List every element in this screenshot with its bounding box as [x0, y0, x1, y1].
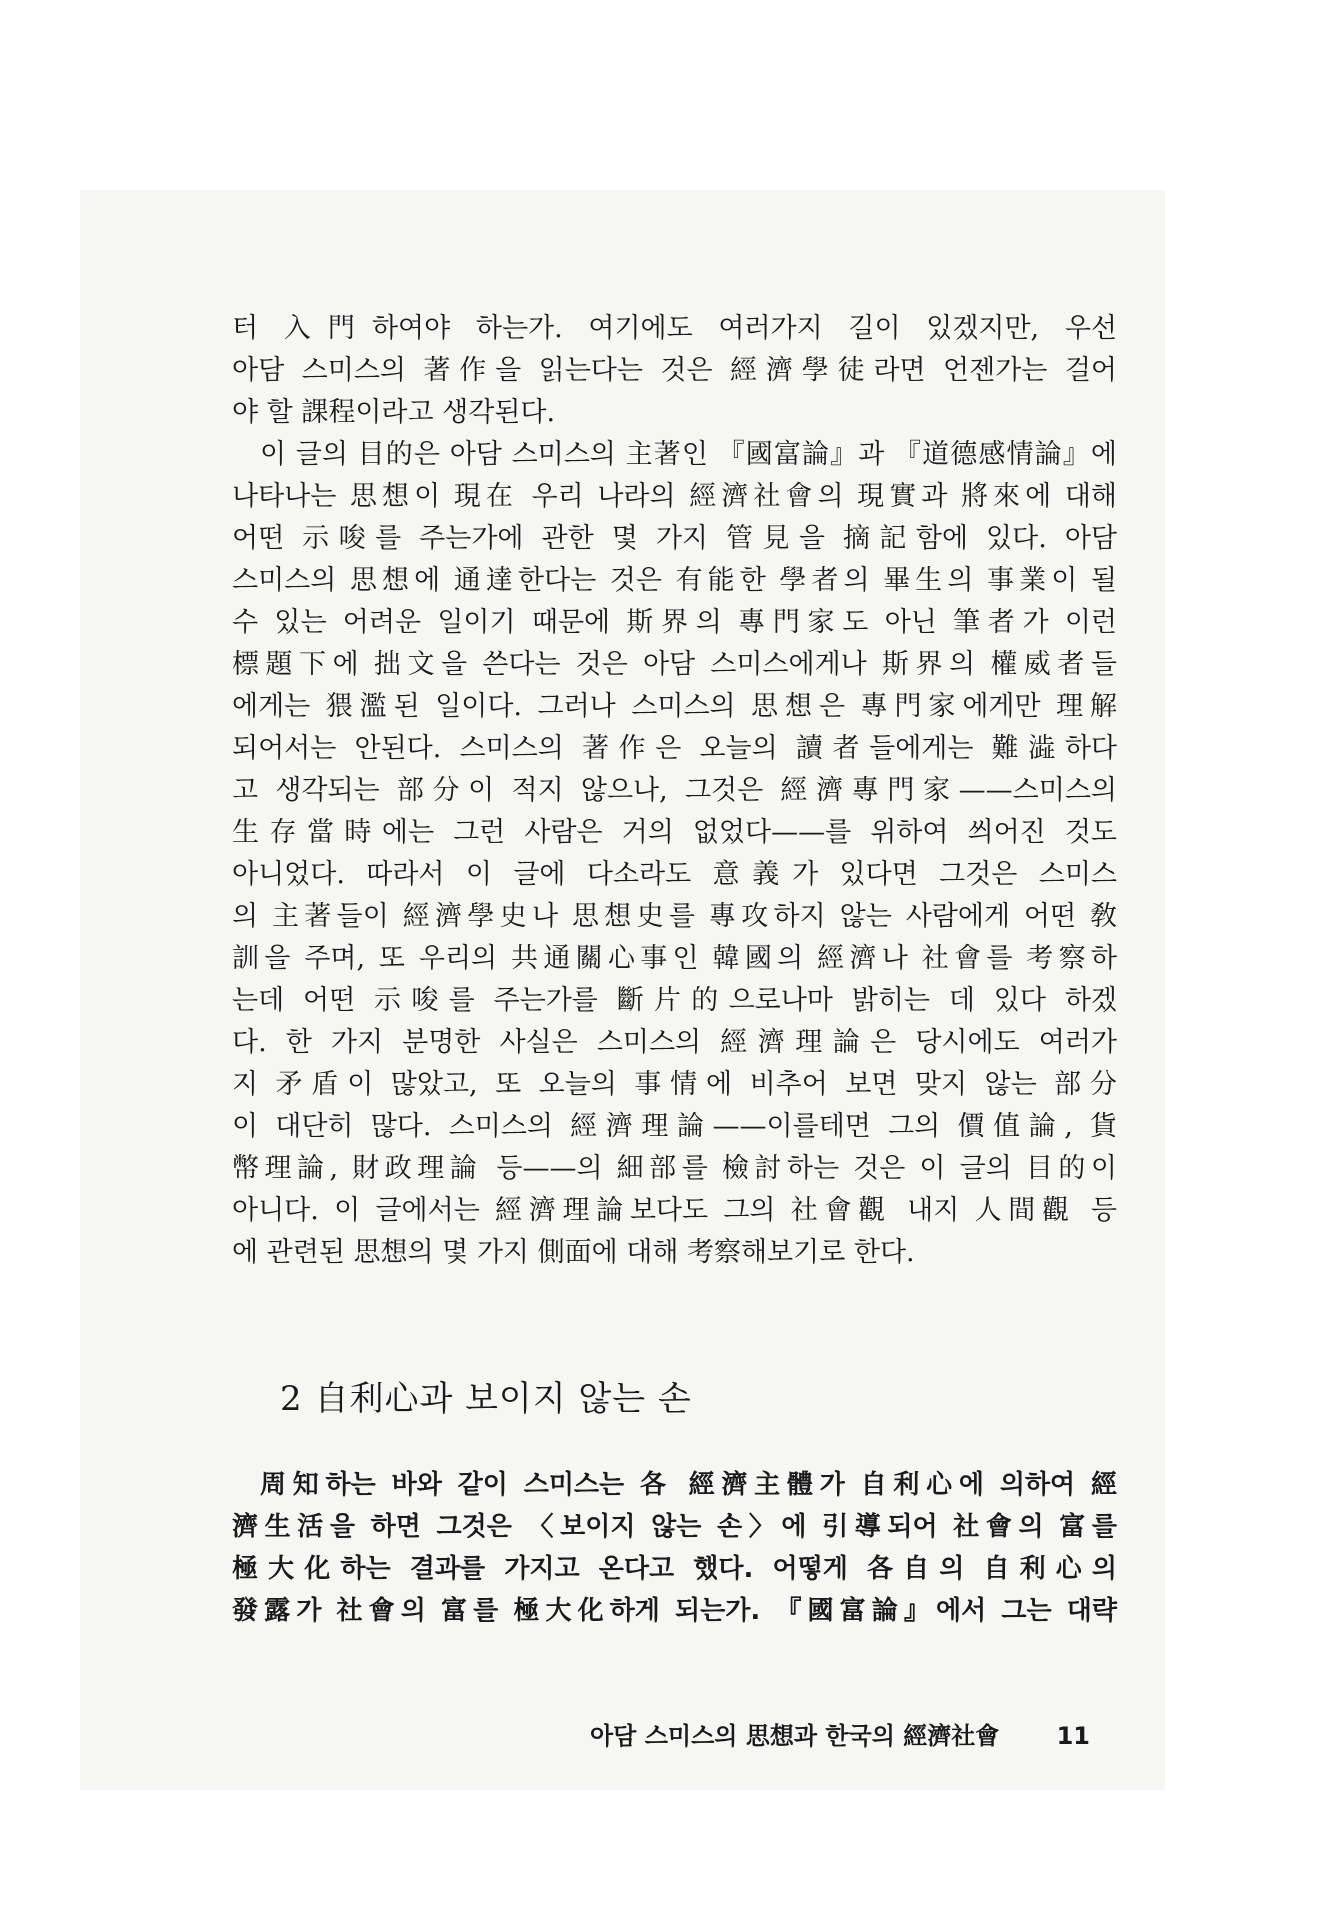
- text-line: 의 主著들이 經濟學史나 思想史를 專攻하지 않는 사람에게 어떤 敎: [232, 901, 1117, 932]
- text-line: 아니었다. 따라서 이 글에 다소라도 意義가 있다면 그것은 스미스: [232, 859, 1117, 890]
- text-line: 濟生活을 하면 그것은 〈보이지 않는 손〉에 引導되어 社會의 富를: [232, 1512, 1117, 1542]
- page-number: 11: [1056, 1722, 1090, 1750]
- text-line: 에게는 猥濫된 일이다. 그러나 스미스의 思想은 專門家에게만 理解: [232, 691, 1117, 722]
- page-footer: [590, 1718, 1090, 1754]
- text-line: 極大化하는 결과를 가지고 온다고 했다. 어떻게 各自의 自利心의: [232, 1554, 1117, 1584]
- running-title: 아담 스미스의 思想과 한국의 經濟社會: [590, 1722, 1000, 1750]
- text-line: 아니다. 이 글에서는 經濟理論보다도 그의 社會觀 내지 人間觀 등: [232, 1195, 1117, 1226]
- text-line: 수 있는 어려운 일이기 때문에 斯界의 專門家도 아닌 筆者가 이런: [232, 607, 1117, 638]
- text-line: 幣理論, 財政理論 등——의 細部를 檢討하는 것은 이 글의 目的이: [232, 1153, 1117, 1184]
- text-line: 되어서는 안된다. 스미스의 著作은 오늘의 讀者들에게는 難澁하다: [232, 733, 1117, 764]
- text-line: 스미스의 思想에 通達한다는 것은 有能한 學者의 畢生의 事業이 될: [232, 565, 1117, 596]
- text-line: 다. 한 가지 분명한 사실은 스미스의 經濟理論은 당시에도 여러가: [232, 1027, 1117, 1058]
- text-line: 어떤 示唆를 주는가에 관한 몇 가지 管見을 摘記함에 있다. 아담: [232, 523, 1117, 554]
- text-line: 야 할 課程이라고 생각된다.: [232, 397, 556, 428]
- text-line: 아담 스미스의 著作을 읽는다는 것은 經濟學徒라면 언젠가는 걸어: [232, 355, 1117, 386]
- text-line: 터 入門하여야 하는가. 여기에도 여러가지 길이 있겠지만, 우선: [232, 313, 1117, 344]
- text-line: 고 생각되는 部分이 적지 않으나, 그것은 經濟專門家——스미스의: [232, 775, 1117, 806]
- text-line: 는데 어떤 示唆를 주는가를 斷片的으로나마 밝히는 데 있다 하겠: [232, 985, 1117, 1016]
- body-paragraph-2: [232, 1464, 1117, 1632]
- section-heading: 2 自利心과 보이지 않는 손: [280, 1379, 692, 1419]
- text-line: 周知하는 바와 같이 스미스는 各 經濟主體가 自利心에 의하여 經: [260, 1470, 1117, 1500]
- text-line: 生存當時에는 그런 사람은 거의 없었다——를 위하여 씌어진 것도: [232, 817, 1117, 848]
- text-line: 이 대단히 많다. 스미스의 經濟理論——이를테면 그의 價值論, 貨: [232, 1111, 1117, 1142]
- text-line: 이 글의 目的은 아담 스미스의 主著인 『國富論』과 『道德感情論』에: [260, 439, 1117, 470]
- text-line: 에 관련된 思想의 몇 가지 側面에 대해 考察해보기로 한다.: [232, 1237, 915, 1268]
- text-line: 지 矛盾이 많았고, 또 오늘의 事情에 비추어 보면 맞지 않는 部分: [232, 1069, 1117, 1100]
- text-line: 訓을 주며, 또 우리의 共通關心事인 韓國의 經濟나 社會를 考察하: [232, 943, 1117, 974]
- text-line: 나타나는 思想이 現在 우리 나라의 經濟社會의 現實과 將來에 대해: [232, 481, 1117, 512]
- text-line: 發露가 社會의 富를 極大化하게 되는가. 『國富論』에서 그는 대략: [232, 1596, 1117, 1626]
- text-line: 標題下에 拙文을 쓴다는 것은 아담 스미스에게나 斯界의 權威者들: [232, 649, 1117, 680]
- body-paragraph-1: [232, 308, 1117, 1274]
